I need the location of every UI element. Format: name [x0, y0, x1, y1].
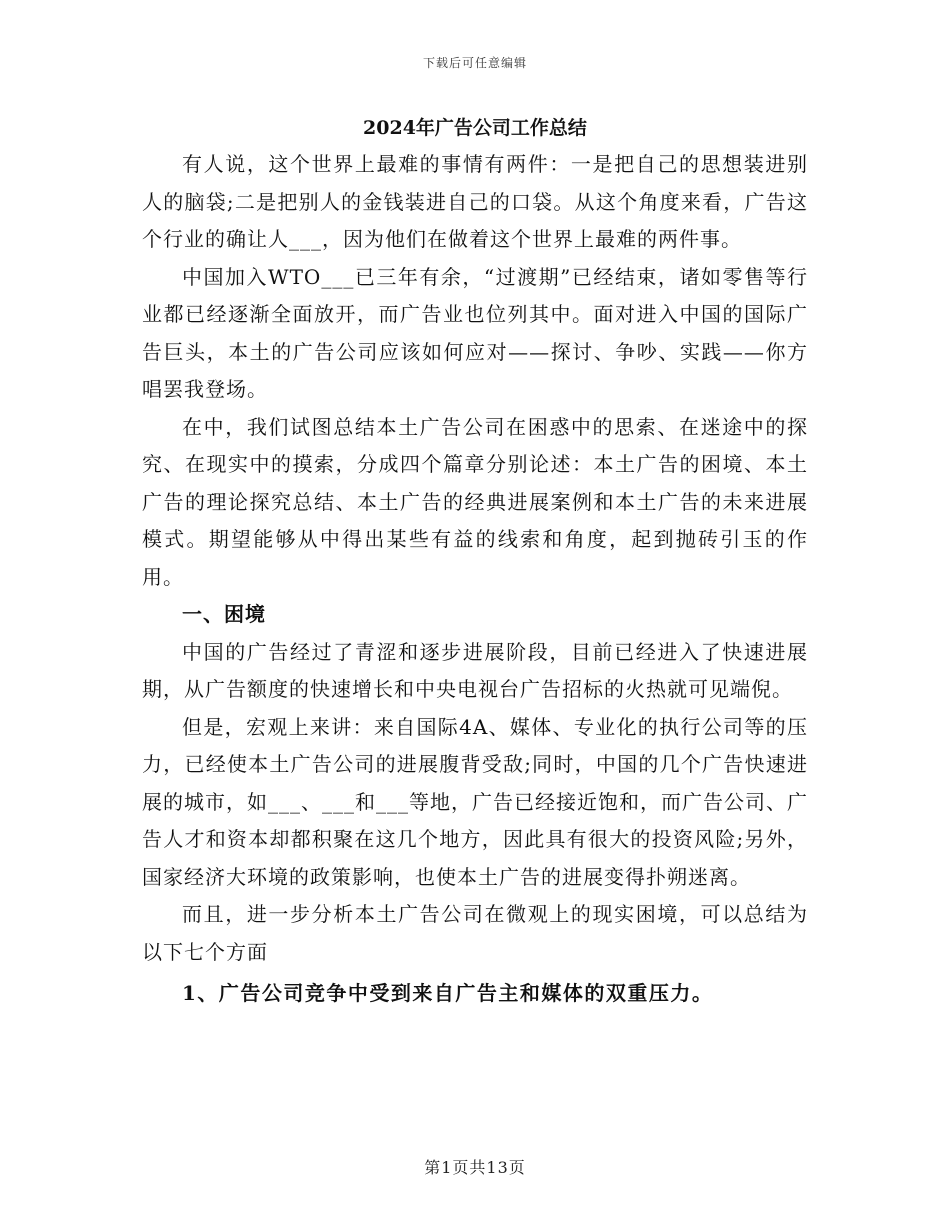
document-title: 2024年广告公司工作总结	[363, 117, 587, 139]
header-note: 下载后可任意编辑	[422, 56, 527, 70]
paragraph-wto: 中国加入WTO___已三年有余，“过渡期”已经结束，诸如零售等行业都已经逐渐全面放开，而广告业也位列其中。面对进入中国的国际广告巨头，本土的广告公司应该如何应对——探讨、争吵、实践——你方唱罢我登场。	[142, 264, 808, 401]
paragraph-micro: 而且，进一步分析本土广告公司在微观上的现实困境，可以总结为以下七个方面	[142, 902, 808, 964]
paragraph-macro: 但是，宏观上来讲：来自国际4A、媒体、专业化的执行公司等的压力，已经使本土广告公司的进展腹背受敌;同时，中国的几个广告快速进展的城市，如___、___和___等地，广告已经接近饱和，而广告公司、广告人才和资本却都积聚在这几个地方，因此具有很大的投资风险;另外，国家经济大环境的政策影响，也使本土广告的进展变得扑朔迷离。	[142, 714, 808, 889]
paragraph-intro: 有人说，这个世界上最难的事情有两件：一是把自己的思想装进别人的脑袋;二是把别人的金钱装进自己的口袋。从这个角度来看，广告这个行业的确让人___，因为他们在做着这个世界上最难的两件事。	[142, 152, 808, 251]
paragraph-overview: 在中，我们试图总结本土广告公司在困惑中的思索、在迷途中的探究、在现实中的摸索，分成四个篇章分别论述：本土广告的困境、本土广告的理论探究总结、本土广告的经典进展案例和本土广告的未来进展模式。期望能够从中得出某些有益的线索和角度，起到抛砖引玉的作用。	[142, 414, 808, 589]
section-heading-dilemma: 一、困境	[182, 602, 266, 626]
page-footer: 第1页共13页	[424, 1158, 526, 1177]
subsection-heading-pressure: 1、广告公司竞争中受到来自广告主和媒体的双重压力。	[182, 981, 714, 1005]
document-body	[142, 110, 808, 1013]
paragraph-development: 中国的广告经过了青涩和逐步进展阶段，目前已经进入了快速进展期，从广告额度的快速增长和中央电视台广告招标的火热就可见端倪。	[142, 639, 808, 701]
